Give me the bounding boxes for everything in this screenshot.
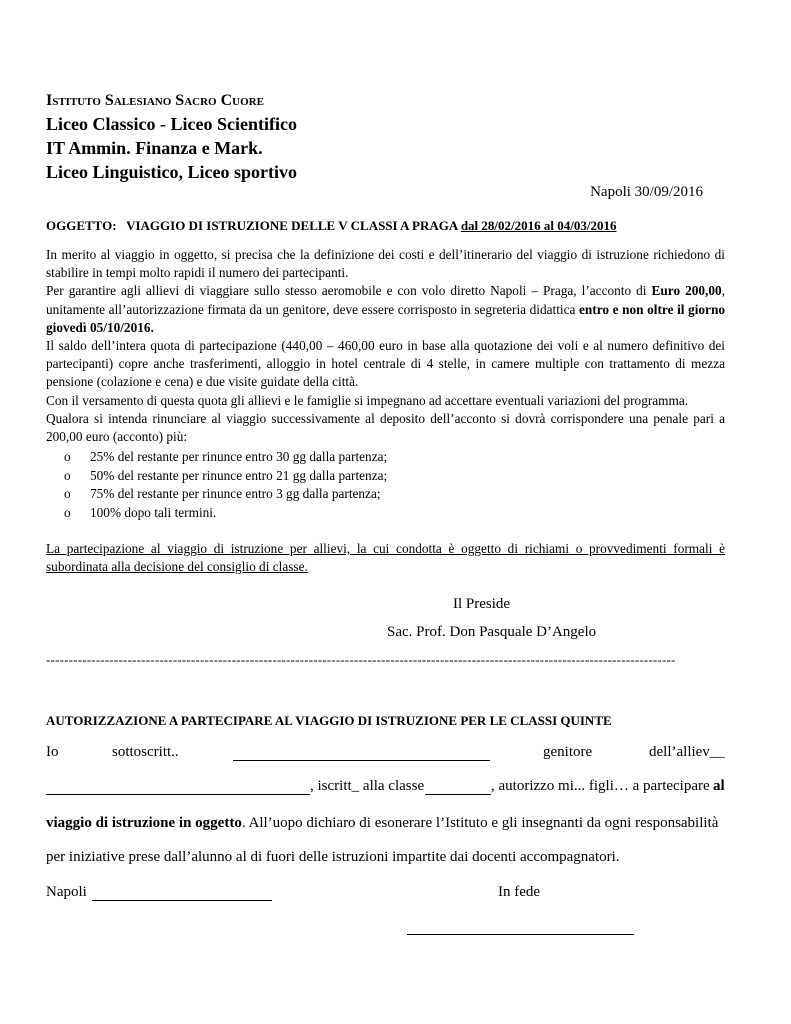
io-label: Io (46, 744, 59, 760)
genitore-label: genitore (543, 744, 593, 760)
student-name-field[interactable] (46, 780, 310, 795)
list-item: o 100% dopo tali termini. (64, 504, 387, 523)
sottoscritto-label: sottoscritt.. (112, 744, 179, 760)
date-field[interactable] (92, 886, 272, 901)
school-line-2: IT Ammin. Finanza e Mark. (46, 138, 263, 158)
bullet-icon: o (64, 486, 71, 501)
paragraph-intro: In merito al viaggio in oggetto, si precisa che la definizione dei costi e dell’itinerario del viaggio di istruzione richiedono di stabilire in tempi molto rapidi il numero dei partecipanti. (46, 247, 725, 281)
authorization-line-4: per iniziative prese dall’alunno al di fuori delle istruzioni impartite dai docenti accompagnatori. (46, 849, 620, 865)
parent-name-field[interactable] (233, 746, 490, 761)
allievo-label: dell’alliev__ (649, 744, 725, 760)
napoli-label: Napoli (46, 884, 87, 900)
subject-line (46, 218, 616, 234)
paragraph-penalty: Qualora si intenda rinunciare al viaggio successivamente al deposito dell’acconto si dovrà corrispondere una penale pari a 200,00 euro (acconto) più: (46, 410, 725, 445)
class-council-notice: La partecipazione al viaggio di istruzione per allievi, la cui condotta è oggetto di richiami o provvedimenti formali è subordinata alla decisione del consiglio di classe. (46, 541, 725, 575)
class-field[interactable] (425, 780, 491, 795)
school-line-3: Liceo Linguistico, Liceo sportivo (46, 162, 297, 182)
signature-role: Il Preside (453, 596, 511, 612)
school-line-1: Liceo Classico - Liceo Scientifico (46, 114, 297, 134)
subject-dates: dal 28/02/2016 al 04/03/2016 (460, 218, 617, 233)
deposit-amount: Euro 200,00 (651, 283, 722, 299)
bullet-icon: o (64, 449, 71, 464)
iscritto-label: , iscritt_ alla classe (310, 778, 425, 794)
list-item: o 50% del restante per rinunce entro 21 gg dalla partenza; (64, 467, 387, 486)
letter-body (46, 246, 725, 446)
subject-text: VIAGGIO DI ISTRUZIONE DELLE V CLASSI A PRAGA (126, 218, 458, 233)
list-item: o 25% del restante per rinunce entro 30 gg dalla partenza; (64, 448, 387, 467)
cut-line-separator: ------------------------------------------------------------------------------------------------------------------------------------------- (46, 652, 676, 667)
viaggio-bold: viaggio di istruzione in oggetto (46, 815, 242, 831)
in-fede-label: In fede (498, 884, 541, 900)
deposit-deadline: entro e non oltre il giorno giovedì 05/10/2016. (46, 301, 725, 335)
paragraph-balance: Il saldo dell’intera quota di partecipazione (440,00 – 460,00 euro in base alla quotazione dei voli e al numero definitivo dei partecipanti) copre anche trasferimenti, alloggio in hotel centrale di 4 stelle, in camere multiple con trattamento di mezza pensione (colazione e cena) e due visite guidate della città. (46, 338, 725, 390)
document-date: Napoli 30/09/2016 (590, 184, 703, 200)
autorizzo-label: , autorizzo mi... figli… a partecipare (491, 778, 710, 794)
authorization-line-3: viaggio di istruzione in oggetto. All’uopo dichiaro di esonerare l’Istituto e gli insegnanti da ogni responsabilità (46, 815, 719, 831)
bullet-icon: o (64, 504, 71, 520)
paragraph-deposit: Per garantire agli allievi di viaggiare sullo stesso aeromobile e con volo diretto Napoli – Praga, l’acconto di Euro 200,00, unitamente all’autorizzazione firmata da un genitore, deve essere corrisposto in segreteria didattica entro e non oltre il giorno giovedì 05/10/2016. (46, 283, 726, 335)
authorization-title: AUTORIZZAZIONE A PARTECIPARE AL VIAGGIO DI ISTRUZIONE PER LE CLASSI QUINTE (46, 713, 612, 728)
paragraph-commitment: Con il versamento di questa quota gli allievi e le famiglie si impegnano ad accettare eventuali variazioni del programma. (46, 392, 689, 408)
bullet-icon: o (64, 467, 71, 483)
list-item: o 75% del restante per rinunce entro 3 gg dalla partenza; (64, 485, 387, 504)
al-label: al (713, 778, 725, 794)
signature-name: Sac. Prof. Don Pasquale D’Angelo (387, 624, 597, 640)
subject-label: OGGETTO: (46, 218, 117, 233)
penalty-list (64, 448, 387, 522)
institute-name: Istituto Salesiano Sacro Cuore (46, 92, 264, 109)
parent-signature-field[interactable] (407, 920, 634, 935)
